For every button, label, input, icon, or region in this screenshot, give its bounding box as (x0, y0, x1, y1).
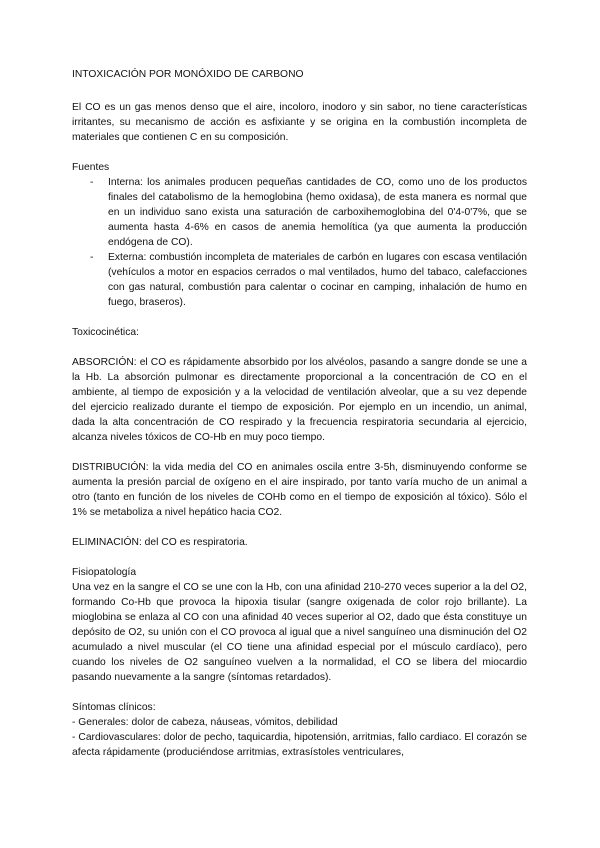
spacer (72, 685, 527, 700)
fuentes-item-interna (72, 175, 527, 250)
fuentes-heading: Fuentes (72, 162, 110, 173)
sintomas-heading: Síntomas clínicos: (72, 702, 156, 713)
spacer (72, 520, 527, 535)
fisiopatologia-heading: Fisiopatología (72, 567, 137, 578)
eliminacion-paragraph: ELIMINACIÓN: del CO es respiratoria. (72, 537, 248, 548)
document-page (72, 67, 527, 760)
fuentes-item-externa (72, 250, 527, 310)
fuentes-item-text: Externa: combustión incompleta de materiales de carbón en lugares con escasa ventilación (vehículos a motor en espacios cerrados o mal ventilados, humo del tabaco, calefacciones con gas natural, combustión para calentar o cocinar en camping, inhalación de humo en fuego, braseros). (108, 252, 527, 308)
list-dash: - (90, 177, 94, 188)
list-dash: - (90, 252, 94, 263)
document-title: INTOXICACIÓN POR MONÓXIDO DE CARBONO (72, 69, 304, 80)
sintomas-cardiovasculares: - Cardiovasculares: dolor de pecho, taquicardia, hipotensión, arritmias, fallo cardiaco. El corazón se afecta rápidamente (produciéndose arritmias, extrasístoles ventriculares, (72, 732, 527, 758)
sintomas-generales: - Generales: dolor de cabeza, náuseas, vómitos, debilidad (72, 717, 338, 728)
spacer (72, 145, 527, 160)
absorcion-paragraph: ABSORCIÓN: el CO es rápidamente absorbido por los alvéolos, pasando a sangre donde se une a la Hb. La absorción pulmonar es directamente proporcional a la concentración de CO en el ambiente, al tiempo de exposición y a la velocidad de ventilación alveolar, que a su vez depende del ejercicio realizado durante el tiempo de exposición. Por ejemplo en un incendio, un animal, dada la alta concentración de CO respirado y la frecuencia respiratoria secundaria al ejercicio, alcanza niveles tóxicos de CO-Hb en muy poco tiempo. (72, 357, 527, 443)
distribucion-paragraph: DISTRIBUCIÓN: la vida media del CO en animales oscila entre 3-5h, disminuyendo conforme se aumenta la presión parcial de oxígeno en el aire inspirado, por tanto varía mucho de un animal a otro (tanto en función de los niveles de COHb como en el tiempo de exposición al tóxico). Sólo el 1% se metaboliza a nivel hepático hacia CO2. (72, 462, 527, 518)
intro-paragraph: El CO es un gas menos denso que el aire, incoloro, inodoro y sin sabor, no tiene características irritantes, su mecanismo de acción es asfixiante y se origina en la combustión incompleta de materiales que contienen C en su composición. (72, 102, 527, 143)
fuentes-list (72, 175, 527, 310)
spacer (72, 445, 527, 460)
fuentes-item-text: Interna: los animales producen pequeñas cantidades de CO, como uno de los productos finales del catabolismo de la hemoglobina (hemo oxidasa), de esta manera es normal que en un individuo sano exista una saturación de carboxihemoglobina del 0'4-0'7%, que se aumenta hasta 4-6% en casos de anemia hemolítica (ya que aumenta la producción endógena de CO). (108, 177, 527, 248)
toxicocinetica-heading: Toxicocinética: (72, 327, 139, 338)
spacer (72, 310, 527, 325)
fisiopatologia-paragraph: Una vez en la sangre el CO se une con la Hb, con una afinidad 210-270 veces superior a la del O2, formando Co-Hb que provoca la hipoxia tisular (sangre oxigenada de color rojo brillante). La mioglobina se enlaza al CO con una afinidad 40 veces superior al O2, dado que ésta constituye un depósito de O2, su unión con el CO provoca al igual que a nivel sanguíneo una disminución del O2 acumulado a nivel muscular (el CO tiene una afinidad especial por el músculo cardíaco), pero cuando los niveles de O2 sanguíneo vuelven a la normalidad, el CO se libera del miocardio pasando nuevamente a la sangre (síntomas retardados). (72, 582, 527, 683)
spacer (72, 550, 527, 565)
spacer (72, 340, 527, 355)
